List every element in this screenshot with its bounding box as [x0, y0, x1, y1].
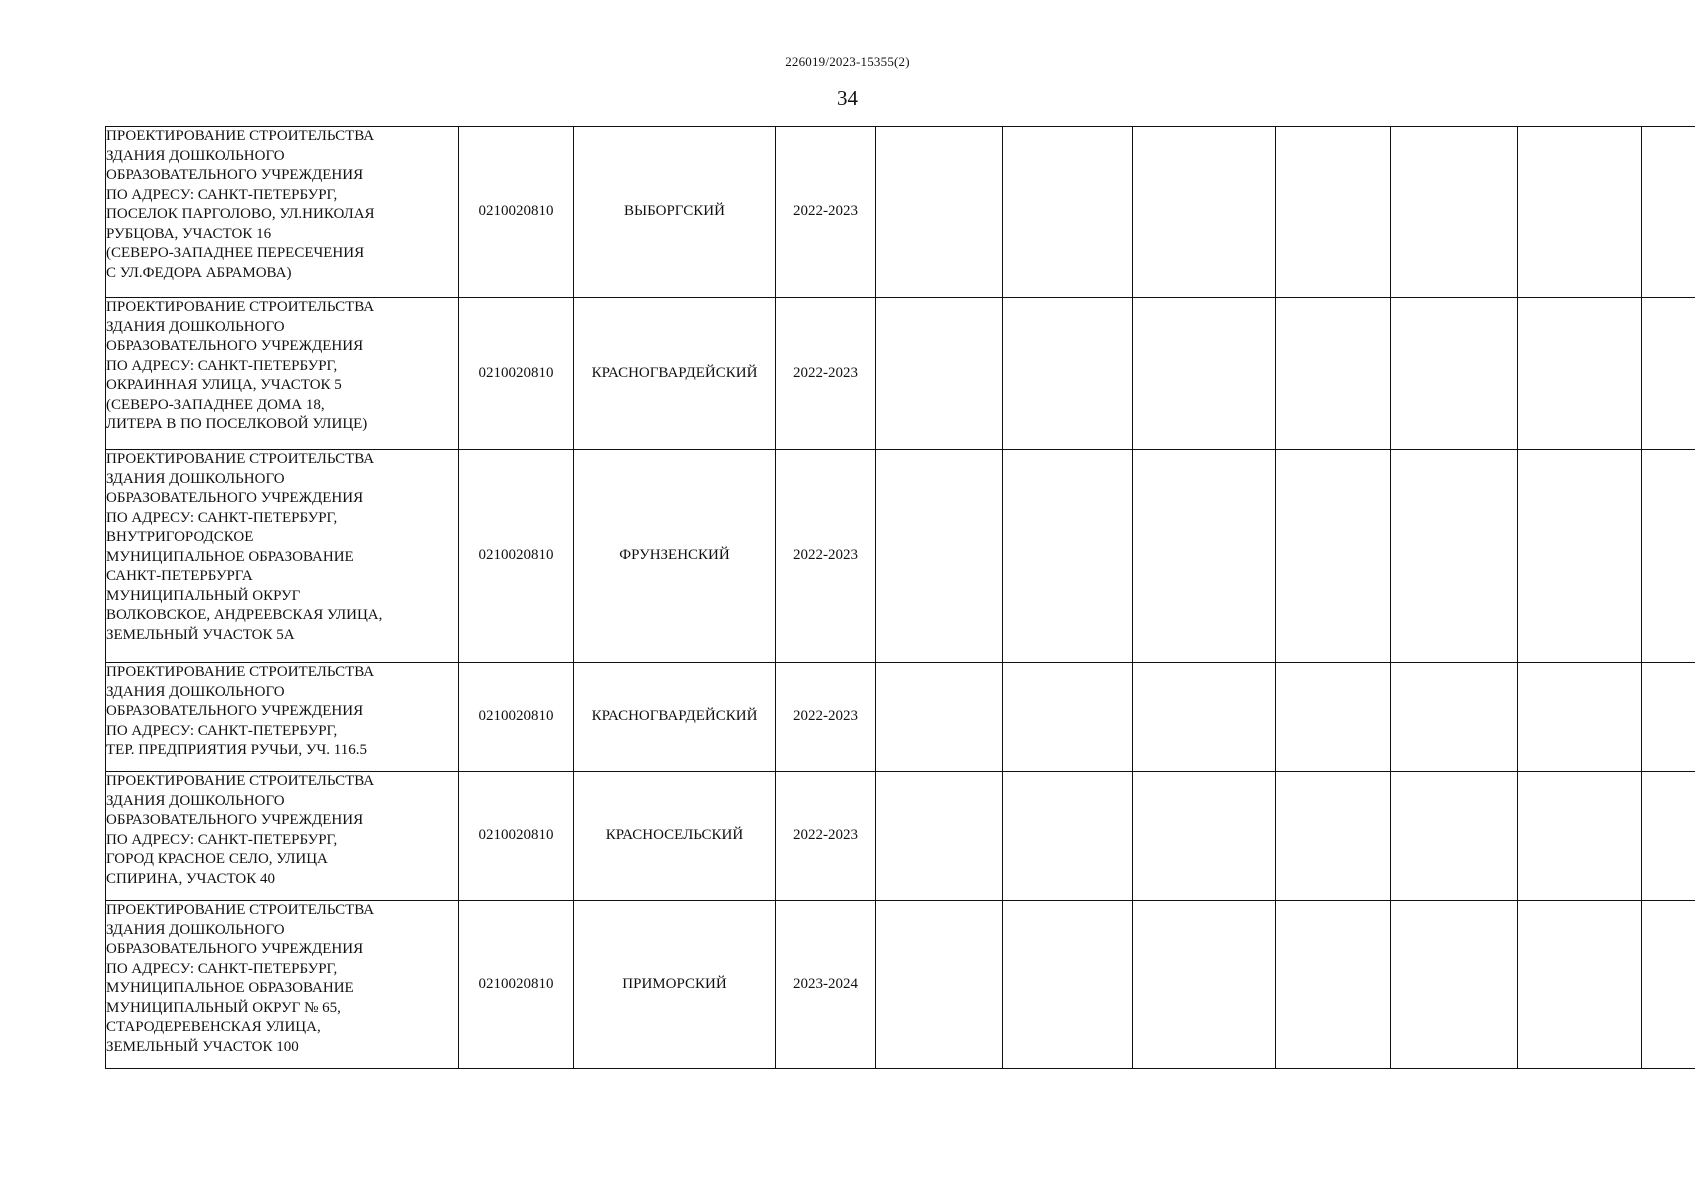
empty-cell: [876, 298, 1003, 450]
empty-cell: [1518, 663, 1642, 772]
empty-cell: [1133, 298, 1276, 450]
empty-cell: [1133, 127, 1276, 298]
empty-cell: [1133, 901, 1276, 1069]
code-cell: 0210020810: [459, 663, 574, 772]
empty-cell: [1391, 127, 1518, 298]
document-id: 226019/2023-15355(2): [785, 54, 910, 69]
empty-cell: [1642, 298, 1695, 450]
years-cell: 2022-2023: [776, 298, 876, 450]
object-name-cell: [106, 450, 459, 663]
empty-cell: [1276, 772, 1391, 901]
empty-cell: [1518, 127, 1642, 298]
object-name-cell: [106, 901, 459, 1069]
years-cell: 2023-2024: [776, 901, 876, 1069]
table-row: [106, 772, 1695, 901]
empty-cell: [1642, 127, 1695, 298]
empty-cell: [1276, 663, 1391, 772]
empty-cell: [1133, 663, 1276, 772]
years-cell: 2022-2023: [776, 663, 876, 772]
empty-cell: [876, 450, 1003, 663]
empty-cell: [1276, 127, 1391, 298]
page-number: 34: [837, 86, 858, 110]
district-cell: КРАСНОСЕЛЬСКИЙ: [574, 772, 776, 901]
empty-cell: [876, 127, 1003, 298]
object-name: ПРОЕКТИРОВАНИЕ СТРОИТЕЛЬСТВА ЗДАНИЯ ДОШКОЛЬНОГО ОБРАЗОВАТЕЛЬНОГО УЧРЕЖДЕНИЯ ПО АДРЕСУ: САНКТ-ПЕТЕРБУРГ, МУНИЦИПАЛЬНОЕ ОБРАЗОВАНИЕ МУНИЦИПАЛЬНЫЙ ОКРУГ № 65, СТАРОДЕРЕВЕНСКАЯ УЛИЦА, ЗЕМЕЛЬНЫЙ УЧАСТОК 100: [106, 902, 375, 1055]
empty-cell: [1133, 772, 1276, 901]
object-name: ПРОЕКТИРОВАНИЕ СТРОИТЕЛЬСТВА ЗДАНИЯ ДОШКОЛЬНОГО ОБРАЗОВАТЕЛЬНОГО УЧРЕЖДЕНИЯ ПО АДРЕСУ: САНКТ-ПЕТЕРБУРГ, ТЕР. ПРЕДПРИЯТИЯ РУЧЬИ, УЧ. 116.5: [106, 664, 375, 758]
empty-cell: [1003, 901, 1133, 1069]
object-name: ПРОЕКТИРОВАНИЕ СТРОИТЕЛЬСТВА ЗДАНИЯ ДОШКОЛЬНОГО ОБРАЗОВАТЕЛЬНОГО УЧРЕЖДЕНИЯ ПО АДРЕСУ: САНКТ-ПЕТЕРБУРГ, ОКРАИННАЯ УЛИЦА, УЧАСТОК 5 (СЕВЕРО-ЗАПАДНЕЕ ДОМА 18, ЛИТЕРА В ПО ПОСЕЛКОВОЙ УЛИЦЕ): [106, 299, 375, 432]
empty-cell: [1003, 127, 1133, 298]
district-cell: КРАСНОГВАРДЕЙСКИЙ: [574, 663, 776, 772]
empty-cell: [1518, 772, 1642, 901]
empty-cell: [1133, 450, 1276, 663]
code-cell: 0210020810: [459, 772, 574, 901]
district-cell: ПРИМОРСКИЙ: [574, 901, 776, 1069]
empty-cell: [1518, 901, 1642, 1069]
table-row: [106, 127, 1695, 298]
object-name-cell: [106, 298, 459, 450]
district-cell: ФРУНЗЕНСКИЙ: [574, 450, 776, 663]
empty-cell: [1642, 901, 1695, 1069]
empty-cell: [1276, 298, 1391, 450]
objects-table: [105, 126, 1695, 1069]
table-row: [106, 298, 1695, 450]
empty-cell: [1642, 772, 1695, 901]
table-body: [106, 127, 1695, 1069]
table-row: [106, 901, 1695, 1069]
empty-cell: [1276, 901, 1391, 1069]
object-name: ПРОЕКТИРОВАНИЕ СТРОИТЕЛЬСТВА ЗДАНИЯ ДОШКОЛЬНОГО ОБРАЗОВАТЕЛЬНОГО УЧРЕЖДЕНИЯ ПО АДРЕСУ: САНКТ-ПЕТЕРБУРГ, ГОРОД КРАСНОЕ СЕЛО, УЛИЦА СПИРИНА, УЧАСТОК 40: [106, 773, 375, 887]
code-cell: 0210020810: [459, 901, 574, 1069]
empty-cell: [1391, 901, 1518, 1069]
empty-cell: [1391, 298, 1518, 450]
empty-cell: [1003, 663, 1133, 772]
empty-cell: [1518, 450, 1642, 663]
code-cell: 0210020810: [459, 450, 574, 663]
object-name-cell: [106, 772, 459, 901]
object-name-cell: [106, 663, 459, 772]
empty-cell: [876, 663, 1003, 772]
empty-cell: [1642, 450, 1695, 663]
years-cell: 2022-2023: [776, 127, 876, 298]
empty-cell: [1518, 298, 1642, 450]
district-cell: КРАСНОГВАРДЕЙСКИЙ: [574, 298, 776, 450]
empty-cell: [1642, 663, 1695, 772]
empty-cell: [876, 901, 1003, 1069]
empty-cell: [1003, 772, 1133, 901]
code-cell: 0210020810: [459, 127, 574, 298]
years-cell: 2022-2023: [776, 772, 876, 901]
table-row: [106, 450, 1695, 663]
empty-cell: [1391, 663, 1518, 772]
empty-cell: [1003, 450, 1133, 663]
empty-cell: [1276, 450, 1391, 663]
empty-cell: [1391, 772, 1518, 901]
table-row: [106, 663, 1695, 772]
object-name-cell: [106, 127, 459, 298]
district-cell: ВЫБОРГСКИЙ: [574, 127, 776, 298]
empty-cell: [1391, 450, 1518, 663]
code-cell: 0210020810: [459, 298, 574, 450]
years-cell: 2022-2023: [776, 450, 876, 663]
object-name: ПРОЕКТИРОВАНИЕ СТРОИТЕЛЬСТВА ЗДАНИЯ ДОШКОЛЬНОГО ОБРАЗОВАТЕЛЬНОГО УЧРЕЖДЕНИЯ ПО АДРЕСУ: САНКТ-ПЕТЕРБУРГ, ПОСЕЛОК ПАРГОЛОВО, УЛ.НИКОЛАЯ РУБЦОВА, УЧАСТОК 16 (СЕВЕРО-ЗАПАДНЕЕ ПЕРЕСЕЧЕНИЯ С УЛ.ФЕДОРА АБРАМОВА): [106, 128, 375, 281]
object-name: ПРОЕКТИРОВАНИЕ СТРОИТЕЛЬСТВА ЗДАНИЯ ДОШКОЛЬНОГО ОБРАЗОВАТЕЛЬНОГО УЧРЕЖДЕНИЯ ПО АДРЕСУ: САНКТ-ПЕТЕРБУРГ, ВНУТРИГОРОДСКОЕ МУНИЦИПАЛЬНОЕ ОБРАЗОВАНИЕ САНКТ-ПЕТЕРБУРГА МУНИЦИПАЛЬНЫЙ ОКРУГ ВОЛКОВСКОЕ, АНДРЕЕВСКАЯ УЛИЦА, ЗЕМЕЛЬНЫЙ УЧАСТОК 5А: [106, 451, 383, 643]
empty-cell: [1003, 298, 1133, 450]
empty-cell: [876, 772, 1003, 901]
